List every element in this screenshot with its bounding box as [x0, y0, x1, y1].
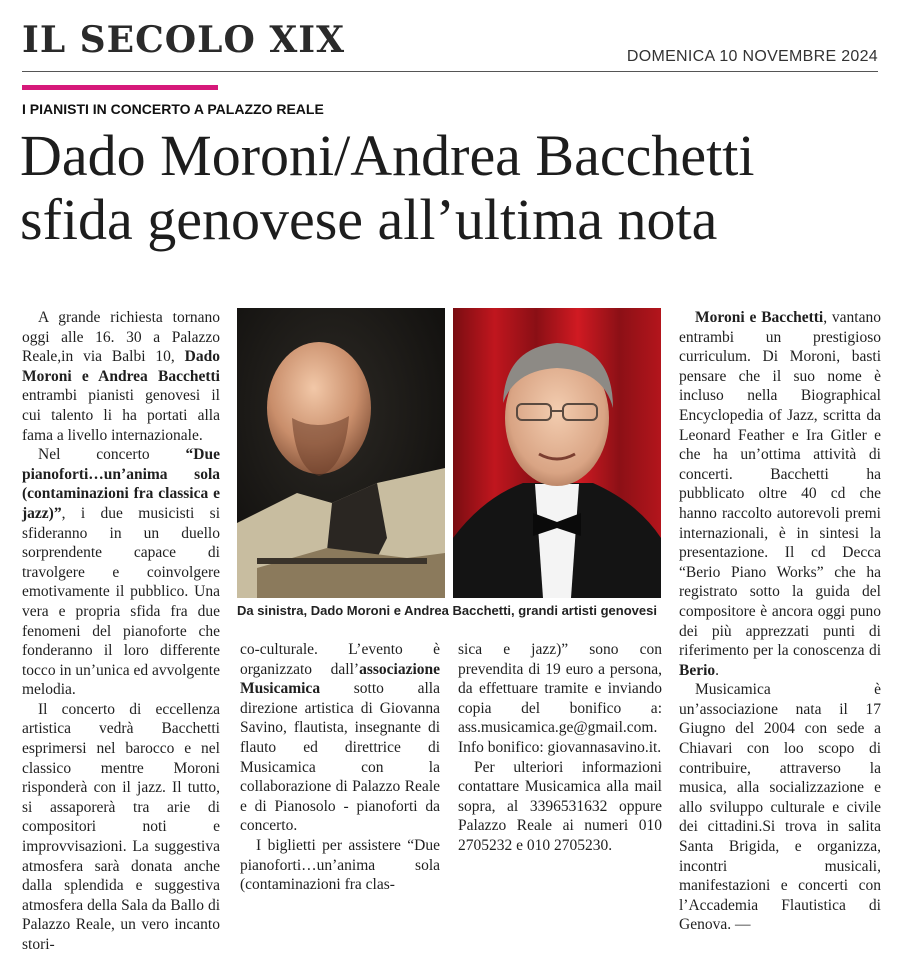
paragraph: Nel concerto “Due pianoforti…un’anima sola (contaminazioni fra classica e jazz)”, i due musicisti si sfideranno in un duello sorprendente capace di travolgere e coinvolgere emotivamente il pubblico. Una vera e propria sfida fra due fenomeni del pianoforte che fonderanno il loro differente tocco in un’unica ed avvolgente melodia. — [22, 446, 220, 699]
article-column-3 — [458, 640, 662, 856]
article-column-4 — [679, 308, 881, 935]
photo-caption: Da sinistra, Dado Moroni e Andrea Bacchetti, grandi artisti genovesi — [237, 603, 657, 618]
photo-dado-moroni — [237, 308, 445, 598]
article-headline — [20, 124, 890, 252]
issue-date: DOMENICA 10 NOVEMBRE 2024 — [626, 48, 878, 65]
paragraph: co-culturale. L’evento è organizzato dall’associazione Musicamica sotto alla direzione artistica di Giovanna Savino, flautista, insegnante di flauto ed direttrice di Musicamica con la collaborazione di Palazzo Reale e di Pianosolo - pianoforti da concerto. — [240, 641, 440, 835]
article-column-1 — [22, 308, 220, 955]
headline-line-1: Dado Moroni/Andrea Bacchetti — [20, 123, 755, 188]
paragraph: sica e jazz)” sono con prevendita di 19 euro a persona, da effettuare tramite e inviando copia del bonifico a: ass.musicamica.ge@gmail.com. Info bonifico: giovannasavino.it. — [458, 641, 662, 756]
paragraph: I biglietti per assistere “Due pianoforti…un’anima sola (contaminazioni fra clas- — [240, 836, 440, 894]
paragraph: Per ulteriori informazioni contattare Musicamica alla mail sopra, al 3396531632 oppure Palazzo Reale ai numeri 010 2705232 e 010 2705230. — [458, 758, 662, 854]
paragraph: Il concerto di eccellenza artistica vedrà Bacchetti esprimersi nel barocco e nel classico mentre Moroni risponderà con il jazz. Il tutto, si assaporerà tra arie di compositori noti e improvvisazioni. La suggestiva atmosfera sarà donata anche dalla splendida e suggestiva atmosfera della Sala da Ballo di Palazzo Reale, un vero incanto stori- — [22, 700, 220, 953]
paragraph: A grande richiesta tornano oggi alle 16. 30 a Palazzo Reale,in via Balbi 10, Dado Moroni e Andrea Bacchetti entrambi pianisti genovesi il cui talento li ha portati alla fama a livello internazionale. — [22, 309, 220, 444]
header-rule — [22, 71, 878, 72]
paragraph: Moroni e Bacchetti, vantano entrambi un prestigioso curriculum. Di Moroni, basti pensare che il suo nome è incluso nella Biographical Encyclopedia of Jazz, scritta da Leonard Feather e Ira Gitler e che ha un’ottima attività di concerti. Bacchetti ha pubblicato oltre 40 cd che hanno raccolto autorevoli premi internazionali, è in sintesi la presentazione. Il cd Decca “Berio Piano Works” che ha registrato sotto la guida del compositore è ancora oggi puno dei più apprezzati punti di riferimento per la conoscenza di Berio. — [679, 309, 881, 679]
article-kicker: I PIANISTI IN CONCERTO A PALAZZO REALE — [22, 101, 324, 117]
headline-line-2: sfida genovese all’ultima nota — [20, 187, 718, 252]
article-column-2 — [240, 640, 440, 895]
paragraph: Musicamica è un’associazione nata il 17 Giugno del 2004 con sede a Chiavari con loo scopo di contribuire, attraverso la musica, alla socializzazione e allo sviluppo culturale e civile dei cittadini.Si trova in salita Santa Brigida, e organizza, incontri musicali, manifestazioni e concerti con l’Accademia Flautistica di Genova. — — [679, 681, 881, 934]
section-accent-bar — [22, 85, 218, 90]
masthead: IL SECOLO XIX — [22, 19, 346, 61]
photo-andrea-bacchetti — [453, 308, 661, 598]
